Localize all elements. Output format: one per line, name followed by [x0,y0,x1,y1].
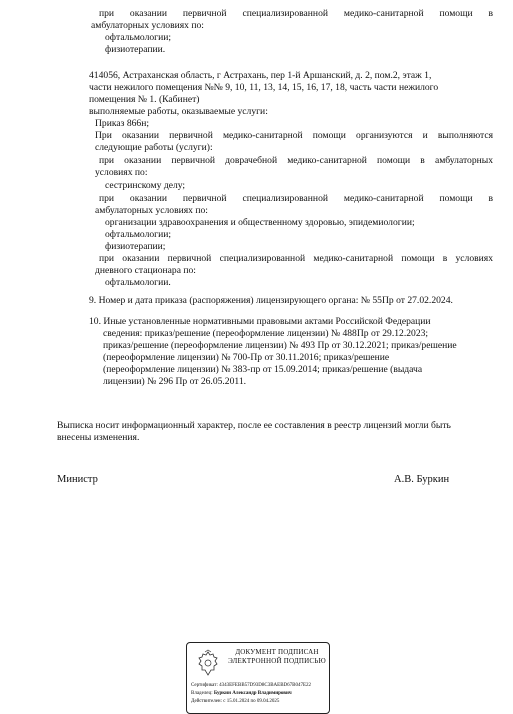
signatory-position: Министр [57,474,98,485]
address-line: части нежилого помещения №№ 9, 10, 11, 13, 14, 15, 16, 17, 18, часть части нежилого [89,82,439,93]
text-line: офтальмологии; [105,229,172,240]
text-line: Приказ 866н; [95,118,150,129]
order-number-line: 9. Номер и дата приказа (распоряжения) лицензирующего органа: № 55Пр от 27.02.2024. [89,295,453,306]
text-line: (переоформление лицензии) № 383-пр от 15.09.2014; приказ/решение (выдача [103,364,423,375]
text-line: приказ/решение (переоформление лицензии) № 493 Пр от 30.12.2021; приказ/решение [103,340,457,351]
certificate-line: Сертификат: 4343EFEBB57D93D8C3BAEBD67B047E22 [191,683,312,688]
text-line: физиотерапии. [105,44,166,55]
text-line: выполняемые работы, оказываемые услуги: [89,106,268,117]
text-line: (переоформление лицензии) № 700-Пр от 30.11.2016; приказ/решение [103,352,390,363]
validity-line: Действителен: с 15.01.2024 по 09.04.2025 [191,699,280,704]
signature-heading: ДОКУМЕНТ ПОДПИСАН ЭЛЕКТРОННОЙ ПОДПИСЬЮ [228,648,326,665]
text-line: амбулаторных условиях по: [91,20,204,31]
e-signature-stamp [186,642,330,714]
text-line: 10. Иные установленные нормативными правовыми актами Российской Федерации [89,316,431,327]
text-line: При оказании первичной медико-санитарной помощи организуются и выполняются [95,130,493,141]
text-line: при оказании первичной специализированной медико-санитарной помощи в [99,193,493,204]
text-line: офтальмологии. [105,277,171,288]
address-line: 414056, Астраханская область, г Астрахань, пер 1-й Аршанский, д. 2, пом.2, этаж 1, [89,70,432,81]
address-line: помещения № 1. (Кабинет) [89,94,200,105]
coat-of-arms-icon [195,649,221,679]
disclaimer-line: Выписка носит информационный характер, после ее составления в реестр лицензий могли быть [57,420,451,431]
text-line: амбулаторных условиях по: [95,205,208,216]
disclaimer-line: внесены изменения. [57,432,140,443]
text-line: сведения: приказ/решение (переоформление лицензии) № 488Пр от 29.12.2023; [103,328,429,339]
text-line: физиотерапии; [105,241,166,252]
text-line: офтальмологии; [105,32,172,43]
text-line: лицензии) № 296 Пр от 26.05.2011. [103,376,247,387]
text-line: при оказании первичной специализированной медико-санитарной помощи в [99,8,493,19]
text-line: организации здравоохранения и общественному здоровью, эпидемиологии; [105,217,415,228]
signatory-name: А.В. Буркин [394,474,450,485]
text-line: дневного стационара по: [95,265,196,276]
text-line: при оказании первичной доврачебной медико-санитарной помощи в амбулаторных [99,155,493,166]
text-line: при оказании первичной специализированной медико-санитарной помощи в условиях [99,253,493,264]
text-line: условиях по: [95,167,148,178]
text-line: сестринскому делу; [105,180,186,191]
owner-line: Владелец: Буркин Александр Владимирович [191,691,292,696]
text-line: следующие работы (услуги): [95,142,213,153]
